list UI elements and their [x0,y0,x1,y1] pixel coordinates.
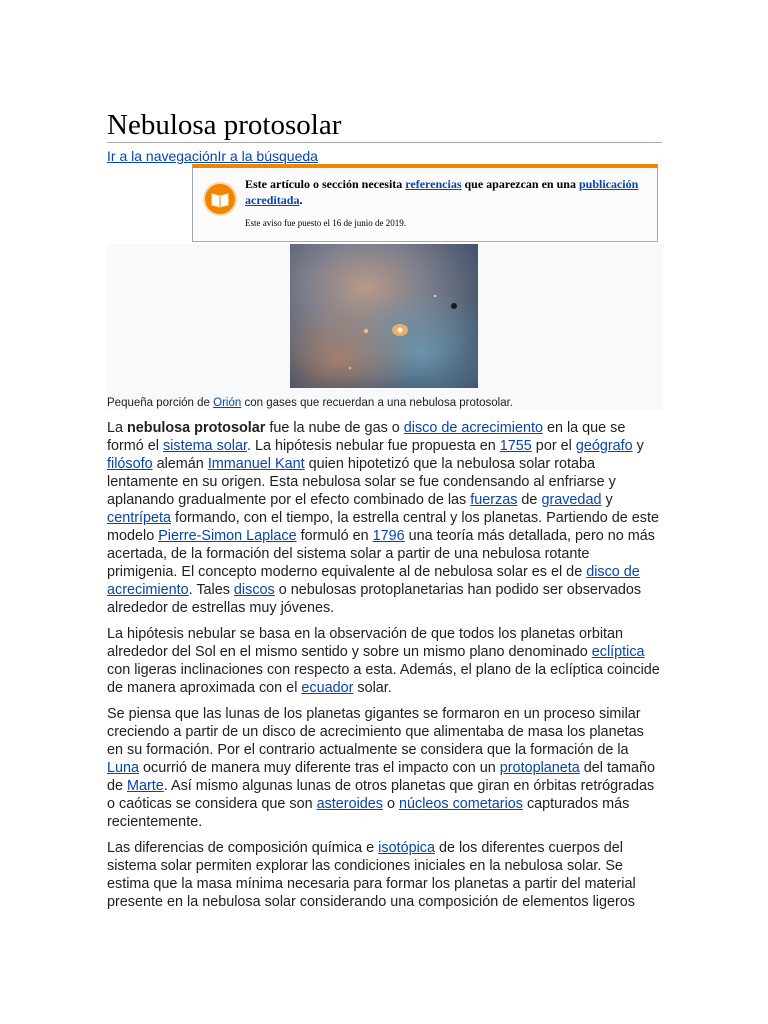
text: quien hipotetizó que la nebulosa solar rotaba lentamente en su origen. Esta nebulosa solar se fue condensando al enfriarse y aplanando gradualmente por el efecto combinado de las [107,456,616,508]
text: y [601,492,613,508]
text: por el [531,438,576,454]
text: o nebulosas protoplanetarias han podido ser observados alrededor de estrellas muy jóvenes. [107,582,642,616]
bold-term: nebulosa protosolar [127,420,266,436]
jump-to-navigation-link[interactable]: Ir a la navegación [107,148,218,164]
page-title: Nebulosa protosolar [107,110,662,143]
link-ecuador[interactable]: ecuador [301,680,354,696]
notice-date: Este aviso fue puesto el 16 de junio de 2019. [245,218,406,228]
link-centripeta[interactable]: centrípeta [107,510,171,526]
link-disco-de-acrecimiento-2[interactable]: disco de acrecimiento [107,564,640,598]
paragraph-3 [107,705,662,831]
link-filosofo[interactable]: filósofo [107,456,153,472]
text: con ligeras inclinaciones con respecto a esta. Además, el plano de la eclíptica coincide de manera aproximada con el [107,662,660,696]
text: . Así mismo algunas lunas de otros planetas que giran en órbitas retrógradas o caóticas se considera que son [107,778,655,812]
text: o [383,796,399,812]
link-ecliptica[interactable]: eclíptica [591,644,645,660]
references-link[interactable]: referencias [405,177,462,191]
text: . La hipótesis nebular fue propuesta en [246,438,500,454]
link-1755[interactable]: 1755 [499,438,532,454]
text: en la que se formó el [107,420,626,454]
text: de los diferentes cuerpos del sistema solar permiten explorar las condiciones iniciales en la nebulosa solar. Se estima que la masa mínima necesaria para formar los planetas a partir del material presente en la nebulosa solar considerando una composición de elementos ligeros [107,840,636,910]
figure [107,244,662,410]
figure-caption [107,396,513,410]
text: Se piensa que las lunas de los planetas gigantes se formaron en un proceso similar creciendo a partir de un disco de acrecimiento que alimentaba de masa los planetas en su formación. Por el contrario actualmente se considera que la formación de la [107,706,644,758]
article [107,109,662,910]
link-gravedad[interactable]: gravedad [541,492,602,508]
book-icon [203,182,237,216]
link-discos[interactable]: discos [233,582,275,598]
link-1796[interactable]: 1796 [372,528,405,544]
link-sistema-solar[interactable]: sistema solar [162,438,247,454]
book-icon-graphic [205,184,235,214]
caption-text: con gases que recuerdan a una nebulosa protosolar. [241,397,513,409]
link-marte[interactable]: Marte [127,778,164,794]
text: del tamaño de [107,760,655,794]
jump-links [107,148,662,165]
text: una teoría más detallada, pero no más acertada, de la formación del sistema solar a partir de una nebulosa rotante primigenia. El concepto moderno equivalente al de nebulosa solar es el de [107,528,655,580]
text: de [517,492,542,508]
text: ocurrió de manera muy diferente tras el impacto con un [139,760,500,776]
accredited-publication-link[interactable]: publicación acreditada [245,177,639,207]
article-body [107,419,662,919]
text: La [107,420,128,436]
link-protoplaneta[interactable]: protoplaneta [499,760,580,776]
notice-text-part: Este artículo o sección necesita [245,177,406,191]
text: . Tales [188,582,234,598]
text: La hipótesis nebular se basa en la observación de que todos los planetas orbitan alrededor del Sol en el mismo sentido y sobre un mismo plano denominado [107,626,624,660]
text: y [632,438,644,454]
link-nucleos-cometarios[interactable]: núcleos cometarios [399,796,523,812]
text: formando, con el tiempo, la estrella central y los planetas. Partiendo de este modelo [107,510,659,544]
nebula-image[interactable] [290,244,478,388]
notice-text [245,176,645,208]
link-luna[interactable]: Luna [107,760,140,776]
caption-text: Pequeña porción de [107,397,214,409]
notice-text-part: . [299,193,303,207]
link-immanuel-kant[interactable]: Immanuel Kant [207,456,305,472]
notice-text-part: que aparezcan en una [461,177,579,191]
text: formuló en [296,528,373,544]
link-isotopica[interactable]: isotópica [378,840,435,856]
orion-link[interactable]: Orión [213,397,242,409]
link-geografo[interactable]: geógrafo [575,438,633,454]
paragraph-4 [107,839,662,911]
text: fue la nube de gas o [265,420,404,436]
link-fuerzas[interactable]: fuerzas [470,492,518,508]
link-pierre-simon-laplace[interactable]: Pierre-Simon Laplace [158,528,297,544]
text: Las diferencias de composición química e [107,840,379,856]
link-disco-de-acrecimiento[interactable]: disco de acrecimiento [403,420,543,436]
references-notice-box [192,164,658,242]
link-asteroides[interactable]: asteroides [316,796,383,812]
jump-to-search-link[interactable]: Ir a la búsqueda [217,148,318,164]
paragraph-1 [107,419,662,617]
paragraph-2 [107,625,662,697]
text: alemán [152,456,208,472]
text: solar. [353,680,392,696]
text: capturados más recientemente. [107,796,630,830]
